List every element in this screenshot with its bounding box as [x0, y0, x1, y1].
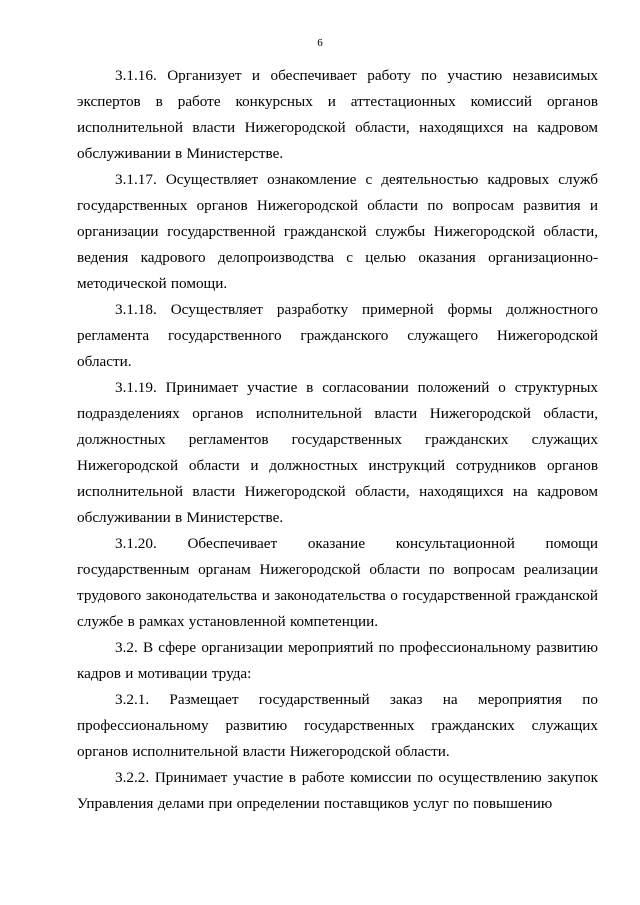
paragraph-3-2: 3.2. В сфере организации мероприятий по профессиональному развитию кадров и мотивации труда: — [77, 639, 598, 682]
paragraph-3-2-1: 3.2.1. Размещает государственный заказ на мероприятия по профессиональному развитию государственных гражданских служащих органов исполнительной власти Нижегородской области. — [77, 691, 598, 760]
paragraph-3-1-17: 3.1.17. Осуществляет ознакомление с деятельностью кадровых служб государственных органов Нижегородской области по вопросам развития и организации государственной гражданской службы Нижегородской области, ведения кадрового делопроизводства с целью оказания организационно-методической помощи. — [77, 171, 598, 292]
paragraph-3-1-19: 3.1.19. Принимает участие в согласовании положений о структурных подразделениях органов исполнительной власти Нижегородской области, должностных регламентов государственных гражданских служащих Нижегородской области и должностных инструкций сотрудников органов исполнительной власти Нижегородской области, находящихся на кадровом обслуживании в Министерстве. — [77, 379, 598, 526]
page-number: 6 — [317, 37, 323, 49]
document-body — [77, 63, 598, 817]
paragraph-3-1-18: 3.1.18. Осуществляет разработку примерной формы должностного регламента государственного гражданского служащего Нижегородской области. — [77, 301, 598, 370]
paragraph-3-1-20: 3.1.20. Обеспечивает оказание консультационной помощи государственным органам Нижегородской области по вопросам реализации трудового законодательства и законодательства о государственной гражданской службе в рамках установленной компетенции. — [77, 535, 598, 630]
paragraph-3-1-16: 3.1.16. Организует и обеспечивает работу по участию независимых экспертов в работе конкурсных и аттестационных комиссий органов исполнительной власти Нижегородской области, находящихся на кадровом обслуживании в Министерстве. — [77, 67, 598, 162]
paragraph-3-2-2: 3.2.2. Принимает участие в работе комиссии по осуществлению закупок Управления делами при определении поставщиков услуг по повышению — [77, 769, 598, 812]
